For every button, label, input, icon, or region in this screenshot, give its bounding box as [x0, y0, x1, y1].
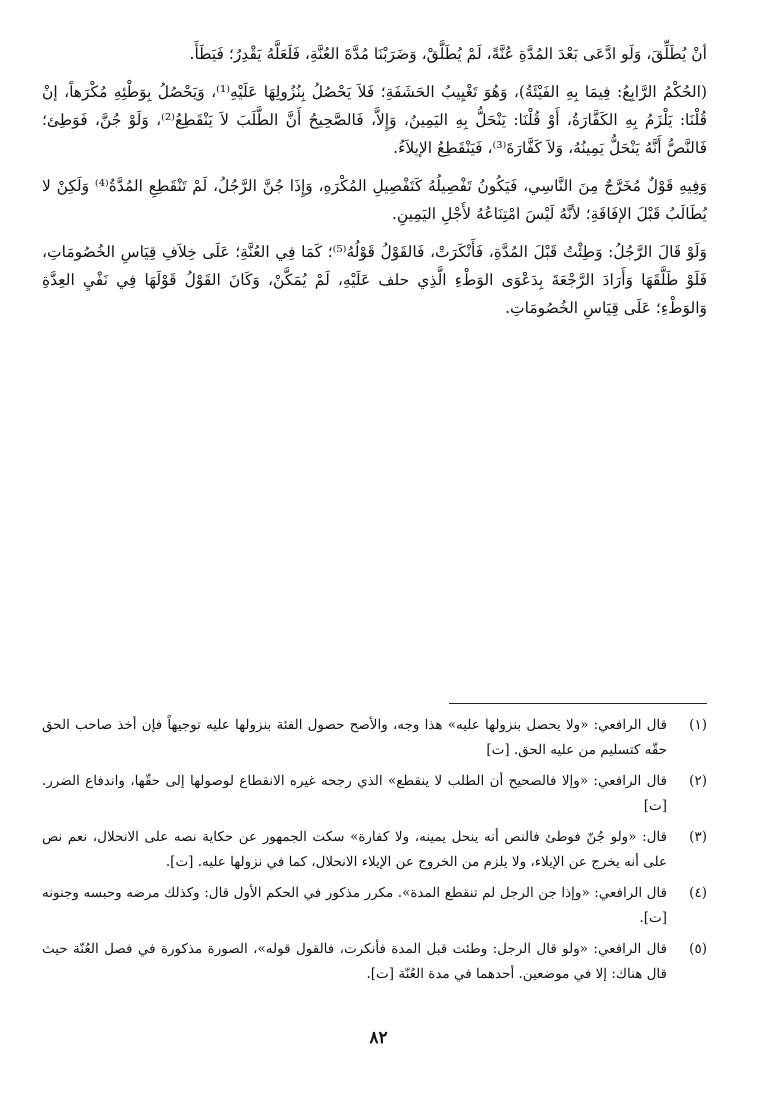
paragraph-continuation: أنْ يُطَلِّقَ، وَلَو ادَّعَى بَعْدَ المُدَّةِ عُنَّةً، لَمْ يُطَلَّقْ، وَضَرَبْنَا مُدَّةَ العُنَّةِ، فَلَعَلَّهُ يَقْدِرُ؛ فَيَطَأَ.	[189, 45, 707, 63]
footnote-separator	[449, 703, 707, 704]
footnote-number: (٥)	[689, 941, 707, 957]
footnote-number: (٢)	[689, 773, 707, 789]
paragraph-insanity: وَفِيهِ قَوْلٌ مُخَرَّجٌ مِنَ النَّاسِي، فَيَكُونُ تَفْصِيلُهُ كَتَفْصِيلِ المُكْرَهِ، وَإِذَا جُنَّ الرَّجُلُ، لَمْ تَنْقَطِعِ المُدَّةُ⁽⁴⁾ وَلَكِنْ لا يُطَالَبُ قَبْلَ الإفَاقَةِ؛ لأنَّهُ لَيْسَ امْتِنَاعُهُ لأَجْلِ اليَمِينِ.	[42, 177, 707, 223]
footnotes-block	[42, 713, 707, 993]
footnote-text: قال الرافعي: «وإذا جن الرجل لم تنقطع المدة». مكرر مذكور في الحكم الأول قال: وكذلك مرضه وحبسه وجنونه [ت].	[42, 885, 667, 926]
paragraph-fourth-ruling: (الحُكْمُ الرَّابِعُ: فِيمَا بِهِ الفَيْئَةُ)، وَهُوَ تَغْيِيبُ الحَشَفَةِ؛ فَلاَ يَحْصُلُ بِنُزُولِهَا عَلَيْهِ⁽¹⁾، وَيَحْصُلُ بِوَطْئِهِ مُكْرَهاً، إنْ قُلْنَا: يَلْزَمُ بِهِ الكَفَّارَةُ، أَوْ قُلْنَا: يَنْحَلُّ بِهِ اليَمِينُ، وَإِلاَّ، فَالصَّحِيحُ أَنَّ الطَّلَبَ لاَ يَنْقَطِعُ⁽²⁾، وَلَوْ جُنَّ، فَوَطِئ؛ فَالنَّصُّ أَنَّهُ يَنْحَلُّ يَمِينُهُ، وَلاَ كَفَّارَةَ⁽³⁾، فَيَنْقَطِعُ الإيلاَءُ.	[42, 83, 707, 157]
footnote-number: (٤)	[689, 885, 707, 901]
paragraph-dispute: وَلَوْ قَالَ الرَّجُلُ: وَطِئْتُ قَبْلَ المُدَّةِ، فَأَنْكَرَتْ، فَالقَوْلُ قَوْلُهُ⁽⁵⁾؛ كَمَا فِي العُنَّةِ؛ عَلَى خِلاَفِ قِيَاسِ الخُصُومَاتِ، فَلَوْ طَلَّقَهَا وَأَرَادَ الرَّجْعَةَ بِدَعْوَى الوَطْءِ الَّذِي حلف عَلَيْهِ، لَمْ يُمَكَّنْ، وَكَانَ القَوْلُ قَوْلَهَا فِي نَفْيِ العِدَّةِ وَالوَطْءِ؛ عَلَى قِيَاسِ الخُصُومَاتِ.	[42, 243, 707, 317]
footnote-text: قال الرافعي: «ولو قال الرجل: وطئت قبل المدة فأنكرت، فالقول قوله»، الصورة مذكورة في فصل العُنّة حيث قال هناك: إلا في موضعين. أحدهما في مدة العُنّة [ت].	[42, 941, 667, 982]
footnote	[42, 769, 707, 819]
footnote-text: قال الرافعي: «وإلا فالصحيح أن الطلب لا ينقطع» الذي رجحه غيره الانقطاع لوصولها إلى حقّها، واندفاع الضرر. [ت]	[42, 773, 667, 814]
footnote	[42, 713, 707, 763]
footnote-number: (١)	[689, 717, 707, 733]
footnote	[42, 937, 707, 987]
footnote-number: (٣)	[689, 829, 707, 845]
page-number: ٨٢	[369, 1028, 388, 1048]
footnote	[42, 881, 707, 931]
main-text-block	[42, 40, 707, 332]
footnote-text: قال الرافعي: «ولا يحصل بنزولها عليه» هذا وجه، والأصح حصول الفئة بنزولها عليه توجيهاً فإن أخذ صاحب الحق حقّه كتسليم من عليه الحق. [ت]	[42, 717, 667, 758]
footnote	[42, 825, 707, 875]
footnote-text: قال: «ولو جُنّ فوطئ فالنص أنه ينحل يمينه، ولا كفارة» سكت الجمهور عن حكاية نصه على الانحلال، نعم نص على أنه يخرج عن الإيلاء، ولا يلزم من الخروج عن الإيلاء الانحلال، كما في نزولها عليه. [ت].	[42, 829, 667, 870]
